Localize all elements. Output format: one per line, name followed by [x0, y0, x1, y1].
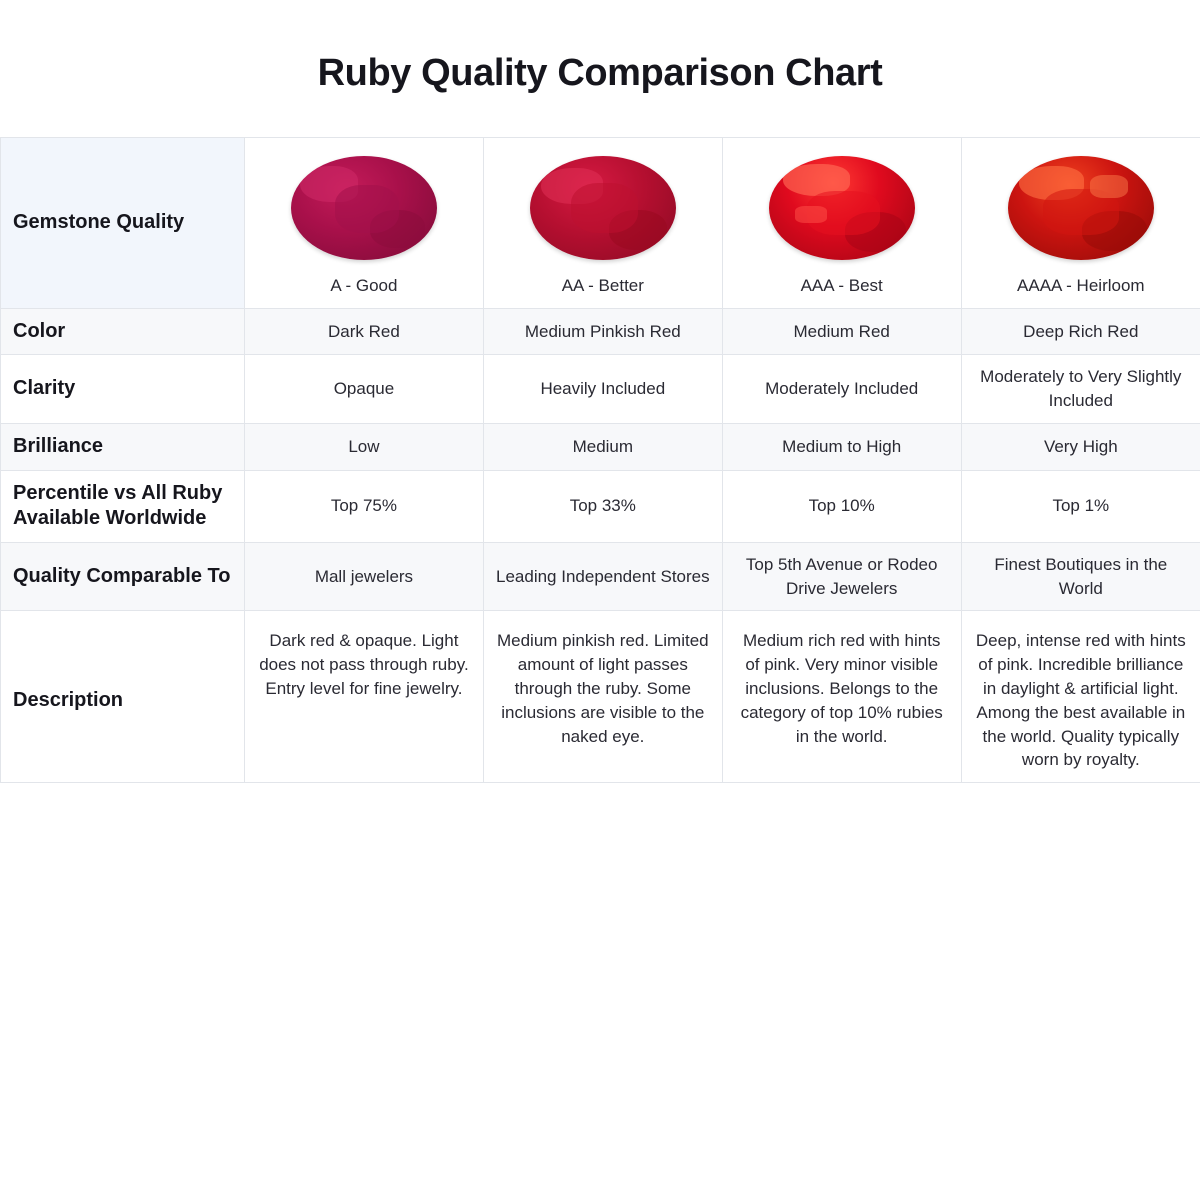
row-label-description: Description	[1, 611, 245, 783]
comparable-value-aa: Leading Independent Stores	[483, 542, 722, 611]
clarity-value-a: Opaque	[245, 355, 484, 424]
brilliance-value-aaaa: Very High	[961, 423, 1200, 470]
row-label-percentile: Percentile vs All Ruby Available Worldwide	[1, 470, 245, 542]
clarity-value-aaaa: Moderately to Very Slightly Included	[961, 355, 1200, 424]
ruby-gem-aaa-icon	[769, 156, 915, 260]
description-value-a: Dark red & opaque. Light does not pass through ruby. Entry level for fine jewelry.	[245, 611, 484, 783]
brilliance-value-a: Low	[245, 423, 484, 470]
comparable-value-a: Mall jewelers	[245, 542, 484, 611]
comparable-value-aaaa: Finest Boutiques in the World	[961, 542, 1200, 611]
percentile-value-aaaa: Top 1%	[961, 470, 1200, 542]
description-value-aaaa: Deep, intense red with hints of pink. Incredible brilliance in daylight & artificial light. Among the best available in the world. Quality typically worn by royalty.	[961, 611, 1200, 783]
ruby-gem-a-icon	[291, 156, 437, 260]
color-value-aaa: Medium Red	[722, 308, 961, 355]
color-value-a: Dark Red	[245, 308, 484, 355]
gem-wrap-aa	[496, 148, 710, 298]
gem-wrap-aaaa	[974, 148, 1188, 298]
clarity-value-aaa: Moderately Included	[722, 355, 961, 424]
gemstone-cell-aa	[483, 138, 722, 309]
gemstone-cell-aaaa	[961, 138, 1200, 309]
gem-wrap-aaa	[735, 148, 949, 298]
table-row-gemstone-quality	[1, 138, 1200, 309]
description-value-aaa: Medium rich red with hints of pink. Very minor visible inclusions. Belongs to the category of top 10% rubies in the world.	[722, 611, 961, 783]
table-row-color	[1, 308, 1200, 355]
ruby-gem-aaaa-icon	[1008, 156, 1154, 260]
percentile-value-a: Top 75%	[245, 470, 484, 542]
gem-caption-aaa: AAA - Best	[800, 276, 883, 295]
gem-caption-a: A - Good	[330, 276, 398, 295]
color-value-aaaa: Deep Rich Red	[961, 308, 1200, 355]
table-row-percentile	[1, 470, 1200, 542]
page-title: Ruby Quality Comparison Chart	[317, 52, 883, 94]
table-row-comparable	[1, 542, 1200, 611]
row-label-color: Color	[1, 308, 245, 355]
gem-caption-aa: AA - Better	[561, 276, 644, 295]
gem-wrap-a	[257, 148, 471, 298]
gemstone-cell-a	[245, 138, 484, 309]
description-value-aa: Medium pinkish red. Limited amount of light passes through the ruby. Some inclusions are visible to the naked eye.	[483, 611, 722, 783]
brilliance-value-aa: Medium	[483, 423, 722, 470]
percentile-value-aaa: Top 10%	[722, 470, 961, 542]
row-label-brilliance: Brilliance	[1, 423, 245, 470]
color-value-aa: Medium Pinkish Red	[483, 308, 722, 355]
table-row-description	[1, 611, 1200, 783]
row-label-comparable: Quality Comparable To	[1, 542, 245, 611]
comparison-table	[0, 137, 1200, 783]
clarity-value-aa: Heavily Included	[483, 355, 722, 424]
row-label-gemstone-quality: Gemstone Quality	[1, 138, 245, 309]
table-row-clarity	[1, 355, 1200, 424]
comparable-value-aaa: Top 5th Avenue or Rodeo Drive Jewelers	[722, 542, 961, 611]
brilliance-value-aaa: Medium to High	[722, 423, 961, 470]
gemstone-cell-aaa	[722, 138, 961, 309]
row-label-clarity: Clarity	[1, 355, 245, 424]
table-row-brilliance	[1, 423, 1200, 470]
ruby-gem-aa-icon	[530, 156, 676, 260]
percentile-value-aa: Top 33%	[483, 470, 722, 542]
gem-caption-aaaa: AAAA - Heirloom	[1017, 276, 1145, 295]
